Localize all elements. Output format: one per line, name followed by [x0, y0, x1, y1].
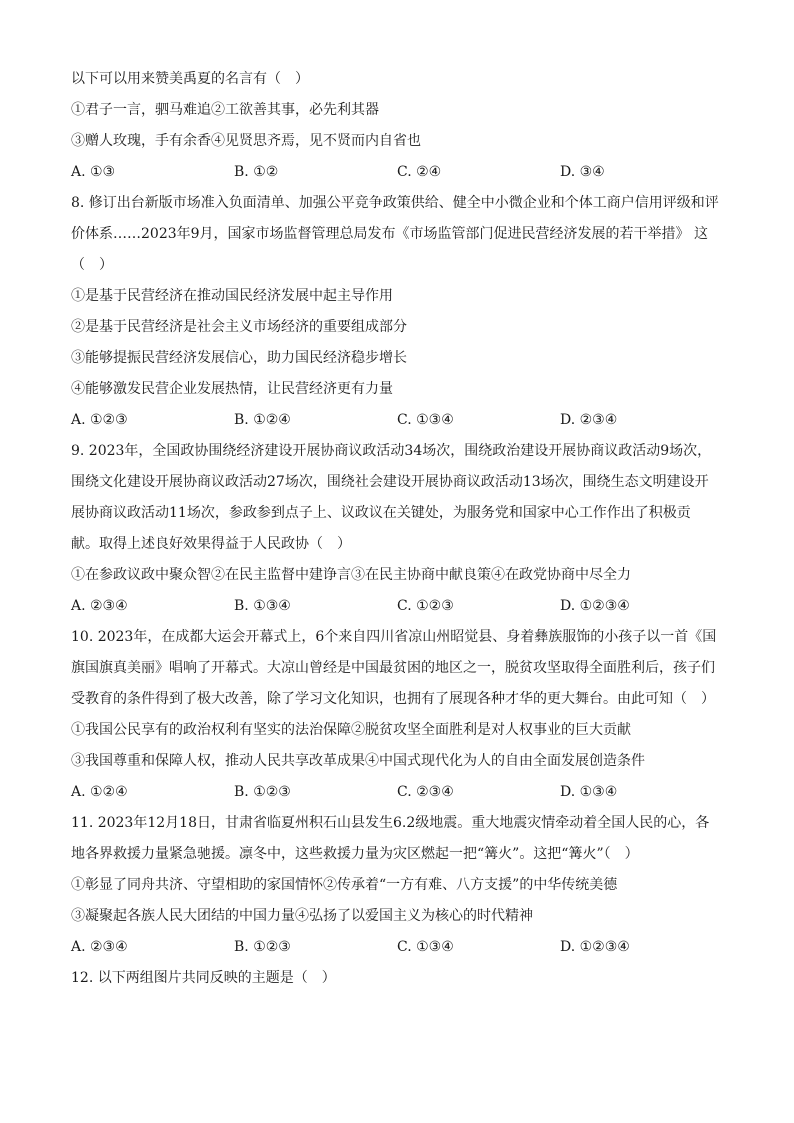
question-11-stem-line: 11. 2023年12月18日，甘肃省临夏州积石山县发生6.2级地震。重大地震灾情牵动着全国人民的心，各	[71, 815, 710, 831]
option-d[interactable]: D. ③④	[560, 164, 605, 180]
question-11-options	[71, 932, 724, 963]
question-9-stem-line: 围绕文化建设开展协商议政活动27场次，围绕社会建设开展协商议政活动13场次，围绕生态文明建设开	[71, 474, 709, 490]
option-b[interactable]: B. ①②③	[234, 939, 291, 955]
question-9-options	[71, 591, 724, 622]
question-10-options	[71, 777, 724, 808]
question-12	[71, 963, 724, 994]
question-8-stem-line: 价体系……2023年9月，国家市场监督管理总局发布《市场监管部门促进民营经济发展的若干举措》 这	[71, 226, 708, 242]
question-10-stem-line: 旗国旗真美丽》唱响了开幕式。大凉山曾经是中国最贫困的地区之一，脱贫攻坚取得全面胜利后，孩子们	[71, 660, 715, 676]
question-7-options	[71, 157, 724, 188]
option-d[interactable]: D. ①③④	[560, 784, 618, 800]
option-b[interactable]: B. ①③④	[234, 598, 291, 614]
question-9-stem-line: 展协商议政活动11场次，参政参到点子上、议政议在关键处，为服务党和国家中心工作作出了积极贡	[71, 505, 691, 521]
option-d[interactable]: D. ①②③④	[560, 598, 630, 614]
question-8-statement: ④能够激发民营企业发展热情，让民营经济更有力量	[71, 381, 393, 397]
question-10-stem-line: 10. 2023年，在成都大运会开幕式上，6个来自四川省凉山州昭觉县、身着彝族服饰的小孩子以一首《国	[71, 629, 717, 645]
question-9	[71, 436, 724, 622]
option-a[interactable]: A. ②③④	[71, 598, 128, 614]
question-8-statement: ③能够提振民营经济发展信心，助力国民经济稳步增长	[71, 350, 407, 366]
option-a[interactable]: A. ①②④	[71, 784, 128, 800]
question-8-stem-line: （ ）	[71, 257, 113, 273]
option-a[interactable]: A. ②③④	[71, 939, 128, 955]
question-10-statement: ③我国尊重和保障人权，推动人民共享改革成果④中国式现代化为人的自由全面发展创造条件	[71, 753, 645, 769]
option-b[interactable]: B. ①②③	[234, 784, 291, 800]
option-c[interactable]: C. ①②③	[397, 598, 454, 614]
question-9-statement: ①在参政议政中聚众智②在民主监督中建诤言③在民主协商中献良策④在政党协商中尽全力	[71, 567, 631, 583]
question-7	[71, 64, 724, 188]
question-8-statement: ②是基于民营经济是社会主义市场经济的重要组成部分	[71, 319, 407, 335]
question-8	[71, 188, 724, 436]
option-c[interactable]: C. ②④	[397, 164, 442, 180]
question-7-statement: ①君子一言，驷马难追②工欲善其事，必先利其器	[71, 102, 379, 118]
question-7-stem-line: 以下可以用来赞美禹夏的名言有（ ）	[71, 71, 309, 87]
question-11	[71, 808, 724, 963]
question-10-stem-line: 受教育的条件得到了极大改善，除了学习文化知识，也拥有了展现各种才华的更大舞台。由此可知（ ）	[71, 691, 715, 707]
question-10-statement: ①我国公民享有的政治权利有坚实的法治保障②脱贫攻坚全面胜利是对人权事业的巨大贡献	[71, 722, 631, 738]
question-11-statement: ③凝聚起各族人民大团结的中国力量④弘扬了以爱国主义为核心的时代精神	[71, 908, 533, 924]
option-c[interactable]: C. ①③④	[397, 939, 454, 955]
question-12-stem-line: 12. 以下两组图片共同反映的主题是（ ）	[71, 970, 336, 986]
option-b[interactable]: B. ①②	[234, 164, 279, 180]
question-11-stem-line: 地各界救援力量紧急驰援。凛冬中，这些救援力量为灾区燃起一把“篝火”。这把“篝火”（ ）	[71, 846, 639, 862]
option-d[interactable]: D. ①②③④	[560, 939, 630, 955]
question-8-options	[71, 405, 724, 436]
question-7-statement: ③赠人玫瑰，手有余香④见贤思齐焉，见不贤而内自省也	[71, 133, 421, 149]
option-c[interactable]: C. ②③④	[397, 784, 454, 800]
option-b[interactable]: B. ①②④	[234, 412, 291, 428]
question-10	[71, 622, 724, 808]
option-c[interactable]: C. ①③④	[397, 412, 454, 428]
question-8-stem-line: 8. 修订出台新版市场准入负面清单、加强公平竞争政策供给、健全中小微企业和个体工商户信用评级和评	[71, 195, 719, 211]
option-d[interactable]: D. ②③④	[560, 412, 618, 428]
option-a[interactable]: A. ①②③	[71, 412, 128, 428]
question-9-stem-line: 9. 2023年，全国政协围绕经济建设开展协商议政活动34场次，围绕政治建设开展协商议政活动9场次，	[71, 443, 712, 459]
option-a[interactable]: A. ①③	[71, 164, 116, 180]
question-11-statement: ①彰显了同舟共济、守望相助的家国情怀②传承着“一方有难、八方支援”的中华传统美德	[71, 877, 618, 893]
question-8-statement: ①是基于民营经济在推动国民经济发展中起主导作用	[71, 288, 393, 304]
question-9-stem-line: 献。取得上述良好效果得益于人民政协（ ）	[71, 536, 351, 552]
